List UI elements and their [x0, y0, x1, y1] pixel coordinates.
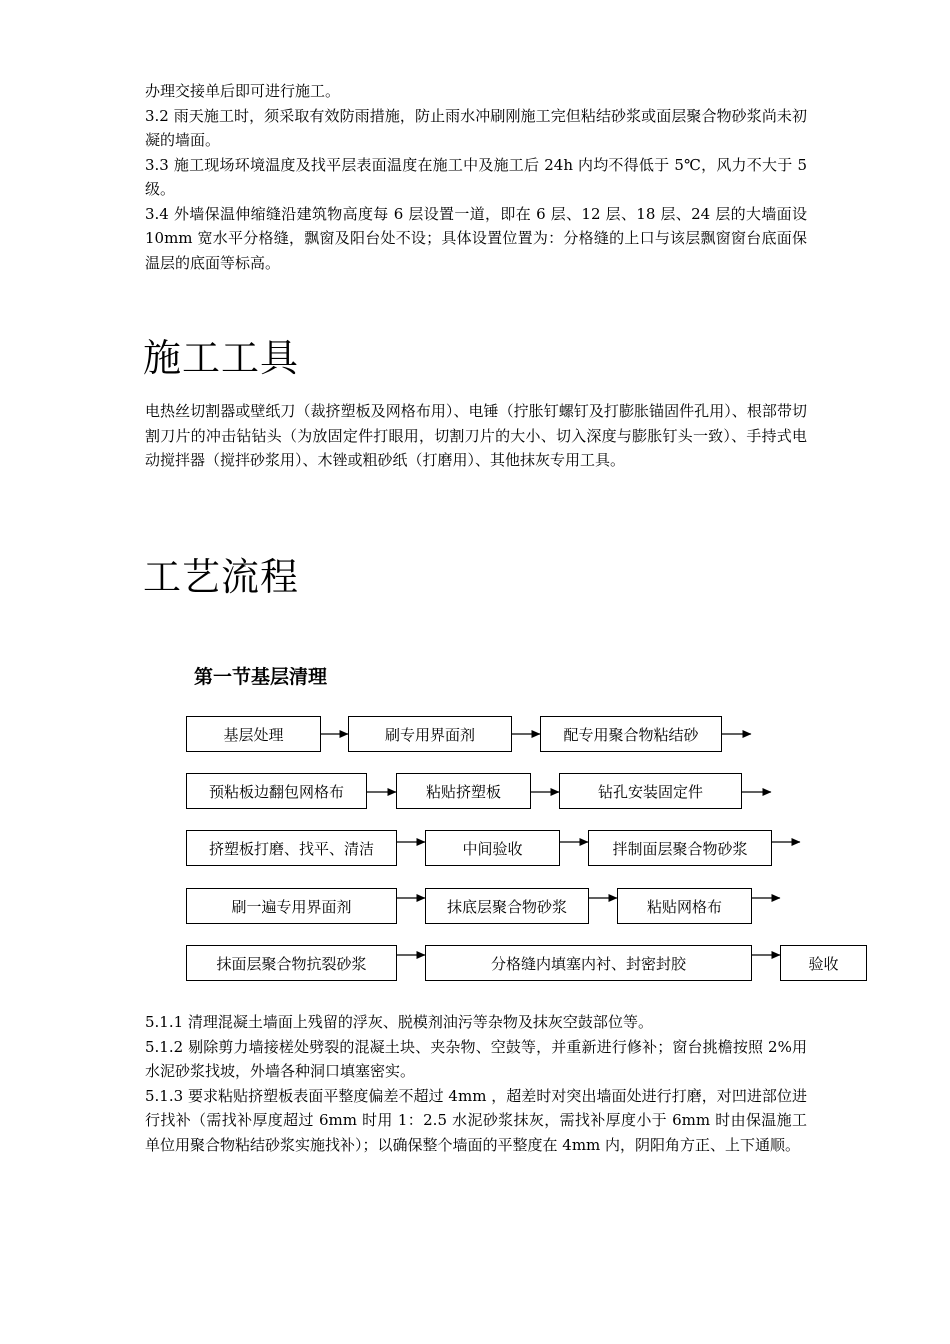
flow-step: 刷一遍专用界面剂	[186, 888, 397, 924]
flow-step: 配专用聚合物粘结砂	[540, 716, 722, 752]
flow-step: 挤塑板打磨、找平、清洁	[186, 830, 397, 866]
flow-step: 基层处理	[186, 716, 321, 752]
flow-step: 拌制面层聚合物砂浆	[588, 830, 772, 866]
paragraph-3-4: 3.4 外墙保温伸缩缝沿建筑物高度每 6 层设置一道，即在 6 层、12 层、18 层、24 层的大墙面设 10mm 宽水平分格缝，飘窗及阳台处不设；具体设置位置为：分格缝的上口与该层飘窗窗台底面保温层的底面等标高。	[145, 204, 807, 272]
flow-step: 抹底层聚合物砂浆	[425, 888, 589, 924]
paragraph-5-1-3: 5.1.3 要求粘贴挤塑板表面平整度偏差不超过 4mm ，超差时对突出墙面处进行打磨，对凹进部位进行找补（需找补厚度超过 6mm 时用 1：2.5 水泥砂浆抹灰，需找补厚度小于 6mm 时由保温施工单位用聚合物粘结砂浆实施找补）；以确保整个墙面的平整度在 4mm 内，阴阳角方正、上下通顺。	[145, 1086, 807, 1154]
cleaning-paragraphs	[145, 1010, 807, 1157]
flow-step: 粘贴挤塑板	[396, 773, 531, 809]
subheading-base-cleaning: 第一节基层清理	[194, 666, 328, 688]
flow-step-final: 验收	[780, 945, 867, 981]
flow-step: 粘贴网格布	[617, 888, 752, 924]
paragraph-3-2: 3.2 雨天施工时，须采取有效防雨措施，防止雨水冲刷刚施工完但粘结砂浆或面层聚合物砂浆尚未初凝的墙面。	[145, 106, 807, 149]
paragraph-3-3: 3.3 施工现场环境温度及找平层表面温度在施工中及施工后 24h 内均不得低于 5℃，风力不大于 5 级。	[145, 155, 807, 198]
paragraph-5-1-1: 5.1.1 清理混凝土墙面上残留的浮灰、脱模剂油污等杂物及抹灰空鼓部位等。	[145, 1013, 653, 1031]
paragraph-5-1-2: 5.1.2 剔除剪力墙接槎处劈裂的混凝土块、夹杂物、空鼓等，并重新进行修补；窗台挑檐按照 2%用水泥砂浆找坡，外墙各种洞口填塞密实。	[145, 1037, 807, 1080]
flow-step: 刷专用界面剂	[348, 716, 512, 752]
heading-process: 工艺流程	[143, 555, 300, 599]
flow-step: 抹面层聚合物抗裂砂浆	[186, 945, 397, 981]
flow-step: 钻孔安装固定件	[559, 773, 742, 809]
flow-step: 预粘板边翻包网格布	[186, 773, 367, 809]
tools-paragraph: 电热丝切割器或壁纸刀（裁挤塑板及网格布用）、电锤（拧胀钉螺钉及打膨胀锚固件孔用）、根部带切割刀片的冲击钻钻头（为放固定件打眼用，切割刀片的大小、切入深度与膨胀钉头一致）、手持式电动搅拌器（搅拌砂浆用）、木锉或粗砂纸（打磨用）、其他抹灰专用工具。	[145, 402, 807, 469]
flow-step: 中间验收	[425, 830, 560, 866]
heading-tools: 施工工具	[143, 336, 300, 380]
flow-step: 分格缝内填塞内衬、封密封胶	[425, 945, 752, 981]
paragraph: 办理交接单后即可进行施工。	[145, 82, 341, 100]
